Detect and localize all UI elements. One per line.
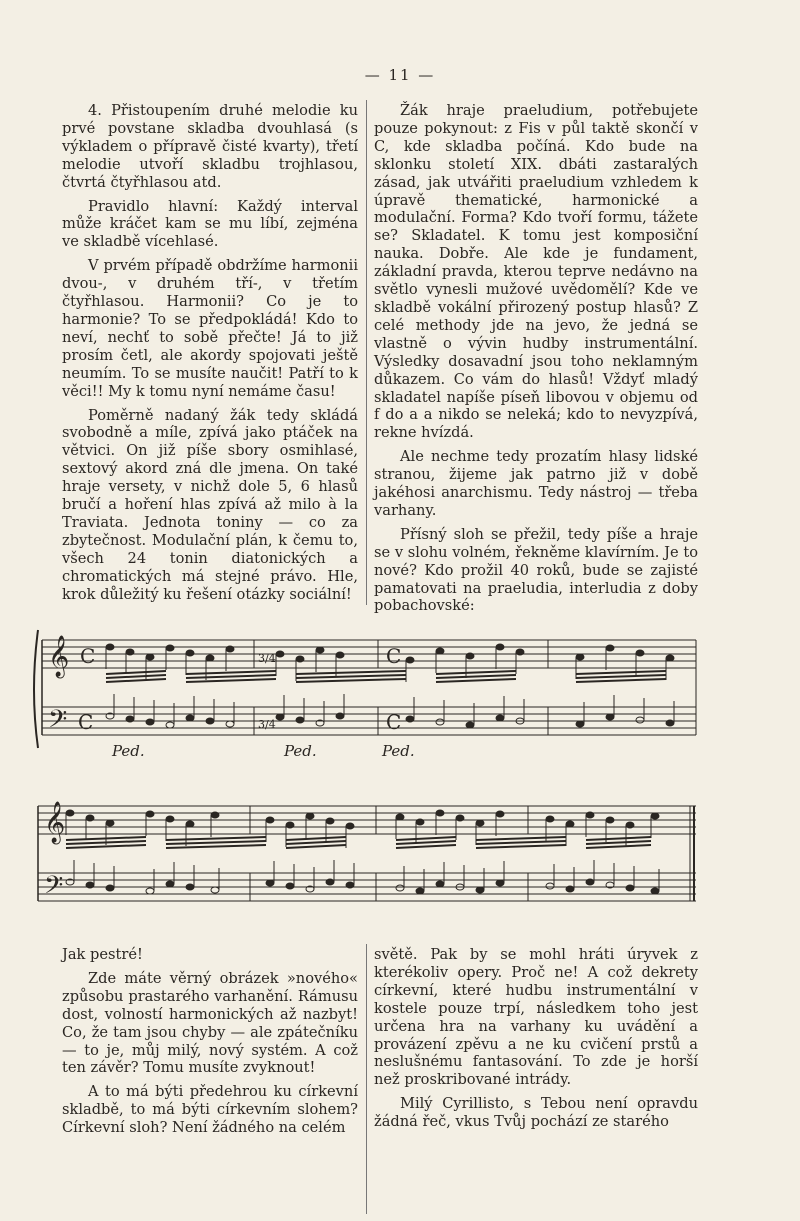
note-beam xyxy=(296,671,406,674)
note-beam xyxy=(396,841,456,844)
note-head xyxy=(146,888,154,894)
right-column-bottom xyxy=(374,946,698,1137)
paragraph: Jak pestré! xyxy=(62,946,143,963)
time-signature: 3/4 xyxy=(258,718,276,731)
note-head xyxy=(276,651,284,657)
note-head xyxy=(211,887,219,893)
note-beam xyxy=(106,671,166,674)
note-beam xyxy=(66,845,146,848)
time-signature: C xyxy=(386,710,402,734)
note-head xyxy=(626,885,634,891)
column-divider xyxy=(366,944,367,1214)
note-head xyxy=(146,654,154,660)
note-head xyxy=(166,816,174,822)
note-head xyxy=(476,887,484,893)
note-head xyxy=(476,820,484,826)
note-head xyxy=(456,815,464,821)
note-head xyxy=(226,646,234,652)
note-head xyxy=(186,715,194,721)
paragraph: světě. Pak by se mohl hráti úryvek z kterékoliv opery. Proč ne! A což dekrety církevní, které hudbu instrumentální v kostele pouze trpí, následkem toho jest určena hra na varhany ku uvádění a provázení zpěvu a ne ku cvičení prstů a neslušnému fantasování. To zde je horší než proskribované intrády. xyxy=(374,946,698,1089)
time-signature: C xyxy=(386,644,402,668)
note-head xyxy=(326,879,334,885)
note-beam xyxy=(186,675,276,678)
treble-clef-icon: 𝄞 xyxy=(48,636,70,677)
note-head xyxy=(636,717,644,723)
note-head xyxy=(186,884,194,890)
bass-staff-2 xyxy=(38,873,696,901)
note-beam xyxy=(106,679,166,682)
note-head xyxy=(336,652,344,658)
note-beam xyxy=(286,841,346,844)
note-head xyxy=(566,821,574,827)
note-head xyxy=(186,650,194,656)
note-head xyxy=(296,717,304,723)
note-head xyxy=(206,718,214,724)
note-beam xyxy=(476,845,566,848)
note-head xyxy=(286,883,294,889)
note-head xyxy=(166,645,174,651)
paragraph: Přísný sloh se přežil, tedy píše a hraje se v slohu volném, řekněme klavírním. Je to nové? Kdo prožil 40 roků, bude se zajisté pamatovati na praeludia, interludia z doby pobachovské: xyxy=(374,525,698,615)
note-head xyxy=(436,719,444,725)
note-beam xyxy=(586,837,651,840)
paragraph: Zde máte věrný obrázek »nového« způsobu prastarého varhanění. Rámusu dost, volností harmonických až nazbyt! Co, že tam jsou chyby — ale zpátečníku — to je, můj milý, nový systém. A což ten závěr? Tomu musíte zvyknout! xyxy=(62,969,358,1077)
note-head xyxy=(516,649,524,655)
note-beam xyxy=(436,671,516,674)
pedal-mark: Ped. xyxy=(284,742,317,760)
note-head xyxy=(586,812,594,818)
note-head xyxy=(606,714,614,720)
paragraph: A to má býti předehrou ku církevní skladbě, to má býti církevním slohem? Církevní sloh? Není žádného na celém xyxy=(62,1083,358,1137)
pedal-mark: Ped. xyxy=(382,742,415,760)
note-beam xyxy=(166,841,266,844)
note-head xyxy=(546,883,554,889)
note-head xyxy=(546,816,554,822)
left-column-bottom xyxy=(62,946,358,1143)
note-beam xyxy=(586,841,651,844)
note-head xyxy=(436,810,444,816)
note-head xyxy=(576,654,584,660)
note-beam xyxy=(296,675,406,678)
note-head xyxy=(126,649,134,655)
note-head xyxy=(146,719,154,725)
note-head xyxy=(86,882,94,888)
note-head xyxy=(346,882,354,888)
note-head xyxy=(466,722,474,728)
note-head xyxy=(396,885,404,891)
paragraph: Žák hraje praeludium, potřebujete pouze pokynout: z Fis v půl taktě skončí v C, kde skladba počíná. Kdo bude na sklonku století XIX. dbáti zastaralých zásad, jak utvářiti praeludium vzhledem k úpravě thematické, harmonické a modulační. Forma? Kdo tvoří formu, tážete se? Skladatel. K tomu jest komposiční nauka. Dobře. Ale kde je fundament, základní pravda, kterou teprve nedávno na světlo vynesli mužové uvědomělí? Kde ve skladbě vokální přirozený postup hlasů? Z celé methody jde na jevo, že jedná se vlastně o vývin hudby instrumentální. Výsledky dosavadní jsou toho neklamným důkazem. Co vám do hlasů! Vždyť mladý skladatel napíše píseň libovou v objemu od f do a a nikdo se neleká; kdo to nevyzpívá, rekne hvízdá. xyxy=(374,102,698,442)
note-beam xyxy=(166,845,266,848)
bass-clef-icon: 𝄢 xyxy=(48,705,68,740)
treble-staff-2 xyxy=(38,806,696,834)
note-head xyxy=(406,716,414,722)
time-signature: 3/4 xyxy=(258,652,276,665)
treble-clef-icon: 𝄞 xyxy=(44,802,66,843)
note-head xyxy=(266,880,274,886)
page-number: — 11 — xyxy=(364,66,436,84)
note-beam xyxy=(576,671,666,674)
note-head xyxy=(226,721,234,727)
note-beam xyxy=(476,837,566,840)
note-head xyxy=(606,817,614,823)
note-beam xyxy=(106,675,166,678)
note-head xyxy=(651,888,659,894)
paragraph: 4. Přistoupením druhé melodie ku prvé povstane skladba dvouhlasá (s výkladem o přípravě čisté kvarty), třetí melodie utvoří skladbu trojhlasou, čtvrtá čtyřhlasou atd. xyxy=(62,102,358,191)
note-head xyxy=(106,820,114,826)
note-head xyxy=(496,880,504,886)
note-beam xyxy=(296,679,406,682)
note-head xyxy=(146,811,154,817)
note-beam xyxy=(286,845,346,848)
note-beam xyxy=(476,841,566,844)
paragraph: Pravidlo hlavní: Každý interval může kráčet kam se mu líbí, zejména ve skladbě vícehlasé. xyxy=(62,197,358,251)
note-head xyxy=(276,714,284,720)
note-head xyxy=(296,656,304,662)
note-head xyxy=(576,721,584,727)
note-head xyxy=(586,879,594,885)
note-beam xyxy=(586,845,651,848)
note-head xyxy=(316,647,324,653)
note-head xyxy=(106,644,114,650)
note-beam xyxy=(576,679,666,682)
note-head xyxy=(406,657,414,663)
note-beam xyxy=(186,671,276,674)
note-head xyxy=(666,720,674,726)
note-head xyxy=(186,821,194,827)
note-head xyxy=(396,814,404,820)
note-head xyxy=(626,822,634,828)
note-head xyxy=(436,881,444,887)
paragraph: Milý Cyrillisto, s Tebou není opravdu žádná řeč, vkus Tvůj pochází ze starého xyxy=(374,1095,698,1131)
note-beam xyxy=(396,837,456,840)
note-head xyxy=(636,650,644,656)
note-head xyxy=(326,818,334,824)
note-head xyxy=(126,716,134,722)
note-head xyxy=(496,715,504,721)
note-head xyxy=(466,653,474,659)
note-head xyxy=(166,722,174,728)
paragraph: Ale nechme tedy prozatím hlasy lidské stranou, žijeme jak patrno již v době jakéhosi anarchismu. Tedy nástroj — třeba varhany. xyxy=(374,448,698,519)
treble-staff-1 xyxy=(42,640,696,668)
time-signature: C xyxy=(78,710,94,734)
note-head xyxy=(606,645,614,651)
bass-staff-1 xyxy=(42,707,696,735)
note-head xyxy=(346,823,354,829)
note-head xyxy=(496,811,504,817)
time-signature: C xyxy=(80,644,96,668)
note-head xyxy=(566,886,574,892)
paragraph: Poměrně nadaný žák tedy skládá svobodně a míle, zpívá jako ptáček na větvici. On již píše sbory osmihlasé, sextový akord zná dle jmena. On také hraje versety, v nichž dole 5, 6 hlasů bručí a hoření hlas zpívá až milo à la Traviata. Jednota toniny — co za zbytečnost. Modulační plán, k čemu to, všech 24 tonin diatonických a chromatických má stejné právo. Hle, krok důležitý ku řešení otázky sociální! xyxy=(62,406,358,603)
note-beam xyxy=(166,837,266,840)
note-beam xyxy=(286,837,346,840)
note-head xyxy=(66,810,74,816)
note-head xyxy=(416,888,424,894)
note-head xyxy=(166,881,174,887)
note-head xyxy=(416,819,424,825)
note-head xyxy=(206,655,214,661)
note-head xyxy=(496,644,504,650)
note-beam xyxy=(436,675,516,678)
note-head xyxy=(651,813,659,819)
note-beam xyxy=(576,675,666,678)
note-head xyxy=(436,648,444,654)
note-beam xyxy=(186,679,276,682)
note-beam xyxy=(436,679,516,682)
note-head xyxy=(336,713,344,719)
bass-clef-icon: 𝄢 xyxy=(44,871,64,906)
pedal-mark: Ped. xyxy=(112,742,145,760)
paragraph: V prvém případě obdržíme harmonii dvou-, v druhém tří-, v třetím čtyřhlasou. Harmonii? Co je to harmonie? To se předpokládá! Kdo to neví, nechť to sobě přečte! Já to již prosím četl, ale akordy spojovati ještě neumím. To se musíte naučit! Patří to k věci!! My k tomu nyní nemáme času! xyxy=(62,257,358,400)
note-head xyxy=(306,813,314,819)
note-head xyxy=(666,655,674,661)
note-head xyxy=(106,885,114,891)
note-head xyxy=(211,812,219,818)
note-beam xyxy=(396,845,456,848)
note-head xyxy=(286,822,294,828)
note-head xyxy=(86,815,94,821)
note-head xyxy=(266,817,274,823)
